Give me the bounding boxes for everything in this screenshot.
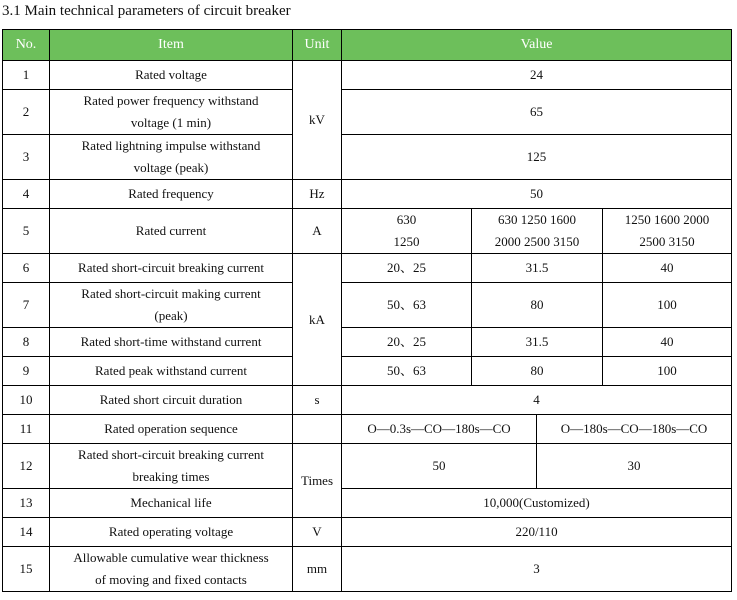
row-value: 125 [342, 135, 732, 180]
value-line: 2500 3150 [639, 234, 695, 249]
row-value: 3 [342, 547, 732, 592]
row-value: 80 [472, 283, 603, 328]
item-line: of moving and fixed contacts [95, 572, 247, 587]
table-row [3, 444, 732, 489]
table-row [3, 386, 732, 415]
table-row [3, 180, 732, 209]
table-header-row [3, 30, 732, 61]
item-line: (peak) [154, 308, 188, 323]
row-value: 31.5 [472, 328, 603, 357]
row-no: 2 [3, 90, 50, 135]
row-value: 10,000(Customized) [342, 489, 732, 518]
row-unit: A [293, 209, 342, 254]
table-row [3, 518, 732, 547]
value-line: 630 [396, 212, 417, 227]
row-unit: V [293, 518, 342, 547]
row-no: 15 [3, 547, 50, 592]
row-value: 4 [342, 386, 732, 415]
row-unit: s [293, 386, 342, 415]
row-unit [293, 415, 342, 444]
row-item: Rated voltage [50, 61, 293, 90]
table-row [3, 61, 732, 90]
row-value: 220/110 [342, 518, 732, 547]
header-no: No. [3, 30, 50, 61]
row-unit: kA [293, 254, 342, 386]
table-row [3, 415, 732, 444]
header-item: Item [50, 30, 293, 61]
table-row [3, 135, 732, 180]
row-value [603, 209, 732, 254]
row-no: 3 [3, 135, 50, 180]
value-line: 2000 2500 3150 [494, 234, 580, 249]
row-no: 11 [3, 415, 50, 444]
row-unit: Hz [293, 180, 342, 209]
row-value: 24 [342, 61, 732, 90]
row-item: Rated operation sequence [50, 415, 293, 444]
item-line: Rated power frequency withstand [83, 93, 259, 108]
row-value: 50 [342, 444, 537, 489]
row-value: 40 [603, 254, 732, 283]
value-line: 630 1250 1600 [498, 212, 576, 227]
row-value: O—180s—CO—180s—CO [537, 415, 732, 444]
row-no: 4 [3, 180, 50, 209]
row-no: 14 [3, 518, 50, 547]
row-item [50, 90, 293, 135]
row-unit: Times [293, 444, 342, 518]
table-row [3, 328, 732, 357]
section-title: 3.1 Main technical parameters of circuit breaker [2, 3, 291, 19]
row-item [50, 135, 293, 180]
row-no: 6 [3, 254, 50, 283]
row-item [50, 283, 293, 328]
table-row [3, 254, 732, 283]
row-no: 5 [3, 209, 50, 254]
row-value: 50、63 [342, 283, 472, 328]
row-value: 50 [342, 180, 732, 209]
row-no: 8 [3, 328, 50, 357]
row-no: 1 [3, 61, 50, 90]
header-unit: Unit [293, 30, 342, 61]
row-item: Rated short-time withstand current [50, 328, 293, 357]
item-line: breaking times [132, 469, 210, 484]
table-row [3, 209, 732, 254]
row-unit: kV [293, 61, 342, 180]
row-value: 40 [603, 328, 732, 357]
row-item: Rated frequency [50, 180, 293, 209]
row-value: 100 [603, 357, 732, 386]
row-unit: mm [293, 547, 342, 592]
item-line: Rated short-circuit breaking current [78, 447, 264, 462]
row-value: 20、25 [342, 328, 472, 357]
row-item [50, 547, 293, 592]
row-value: 30 [537, 444, 732, 489]
row-value: 20、25 [342, 254, 472, 283]
row-item: Rated short-circuit breaking current [50, 254, 293, 283]
item-line: voltage (1 min) [130, 115, 212, 130]
header-value: Value [342, 30, 732, 61]
row-value: 80 [472, 357, 603, 386]
row-item: Rated peak withstand current [50, 357, 293, 386]
item-line: Rated short-circuit making current [81, 286, 261, 301]
row-no: 10 [3, 386, 50, 415]
table-row [3, 90, 732, 135]
row-value: 65 [342, 90, 732, 135]
parameters-table [2, 29, 732, 592]
row-no: 7 [3, 283, 50, 328]
row-item: Mechanical life [50, 489, 293, 518]
table-row [3, 283, 732, 328]
row-value [342, 209, 472, 254]
row-value: 50、63 [342, 357, 472, 386]
row-value [472, 209, 603, 254]
row-no: 12 [3, 444, 50, 489]
value-line: 1250 [393, 234, 420, 249]
table-row [3, 547, 732, 592]
table-row [3, 489, 732, 518]
row-item: Rated operating voltage [50, 518, 293, 547]
row-value: 31.5 [472, 254, 603, 283]
row-no: 13 [3, 489, 50, 518]
item-line: Allowable cumulative wear thickness [73, 550, 269, 565]
row-item: Rated short circuit duration [50, 386, 293, 415]
row-value: O—0.3s—CO—180s—CO [342, 415, 537, 444]
row-item: Rated current [50, 209, 293, 254]
item-line: Rated lightning impulse withstand [81, 138, 261, 153]
value-line: 1250 1600 2000 [624, 212, 710, 227]
row-no: 9 [3, 357, 50, 386]
item-line: voltage (peak) [133, 160, 209, 175]
row-value: 100 [603, 283, 732, 328]
table-row [3, 357, 732, 386]
row-item [50, 444, 293, 489]
